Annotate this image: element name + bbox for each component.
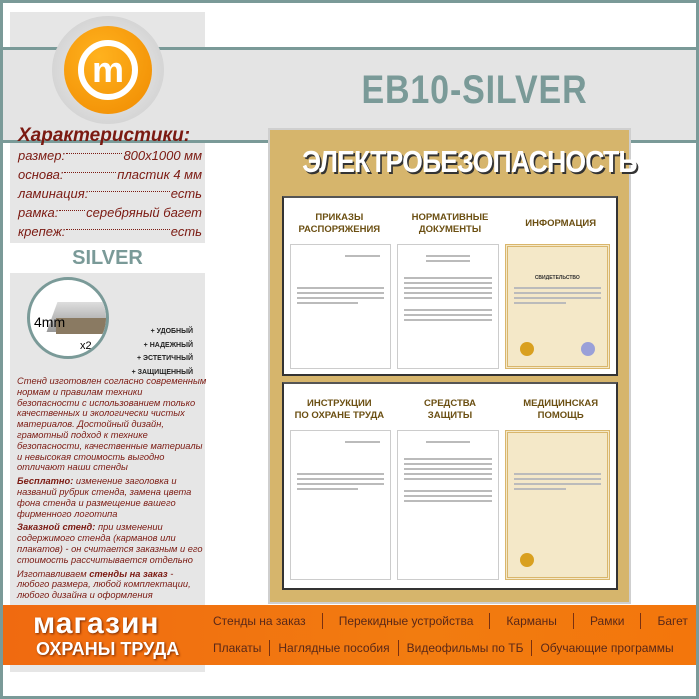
section-heading: МЕДИЦИНСКАЯ ПОМОЩЬ [523,398,599,421]
feature: + НАДЕЖНЫЙ [143,341,193,349]
nav-link-pockets[interactable]: Карманы [506,614,557,628]
section-heading: ПРИКАЗЫ РАСПОРЯЖЕНИЯ [298,212,381,235]
stand-panel-bottom [282,382,618,590]
nav-link-frames[interactable]: Рамки [589,614,625,628]
nav-link-training-programs[interactable]: Обучающие программы [540,641,674,655]
spec-value: есть [170,224,202,239]
features-list [115,325,193,379]
document-pocket [290,244,391,369]
nav-link-baguette[interactable]: Багет [657,614,688,628]
section-heading: НОРМАТИВНЫЕ ДОКУМЕНТЫ [411,212,489,235]
bold-label: стенды на заказ [89,568,168,579]
nav-link-custom-stands[interactable]: Стенды на заказ [213,614,306,628]
description [17,376,207,604]
nav-row-1 [213,613,688,629]
text: изменение заголовка и названий рубрик стенда, замена цвета фона стенда и размещение вашего фирменного логотипа [17,476,192,519]
spec-row [18,184,202,203]
thickness-label: 4mm [34,314,66,330]
brand-logo[interactable] [33,609,179,659]
nav-link-videos[interactable]: Видеофильмы по ТБ [406,641,524,655]
description-custom [17,522,207,565]
footer-banner [3,605,696,665]
bold-label: Бесплатно: [17,476,74,487]
document-pocket [397,244,498,369]
characteristics-title: Характеристики: [18,125,191,146]
document-pocket [290,430,391,580]
spec-row [18,146,202,165]
text: при изменении содержимого стенда (карманов или плакатов) - он считается заказным и его стоимость рассчитывается отдельно [17,522,203,565]
spec-row [18,222,202,241]
nav-link-flip-devices[interactable]: Перекидные устройства [338,614,474,628]
spec-value: 800x1000 мм [123,148,202,163]
spec-label: крепеж: [18,224,66,239]
section-heading: ИНСТРУКЦИИ ПО ОХРАНЕ ТРУДА [294,398,385,421]
feature: + ЗАЩИЩЕННЫЙ [131,368,193,376]
count-label: x2 [80,340,92,352]
spec-label: рамка: [18,205,59,220]
description-free [17,476,207,519]
spec-value: серебряный багет [86,205,202,220]
description-text: Стенд изготовлен согласно современным нормам и правилам техники безопасности с использованием только качественных и экологически чистых материалов. Достойный дизайн, грамотный подход к технике безопасности, качественные материалы и невысокая стоимость выгодно отличают наши стенды [17,376,207,473]
certificate-document [505,244,610,369]
nav-link-posters[interactable]: Плакаты [213,641,262,655]
description-order [17,569,207,601]
frame-profile-illustration [27,277,109,359]
spec-value: пластик 4 мм [117,167,202,182]
spec-row [18,165,202,184]
brand-line2: ОХРАНЫ ТРУДА [36,639,180,659]
nav-row-2 [213,640,688,656]
spec-label: основа: [18,167,64,182]
stand-panel-top [282,196,618,376]
bold-label: Заказной стенд: [17,522,96,533]
frame-type-label: SILVER [10,243,205,273]
spec-value: есть [170,186,202,201]
nav-link-visual-aids[interactable]: Наглядные пособия [278,641,390,655]
characteristics [18,125,202,241]
brand-line1: магазин [33,607,160,640]
section-heading: СРЕДСТВА ЗАЩИТЫ [424,398,476,421]
spec-label: размер: [18,148,66,163]
model-title: EB10-SILVER [361,68,588,112]
spec-label: ламинация: [18,186,89,201]
text: - любого размера, любой комплектации, любого дизайна и оформления [17,568,191,601]
text: Изготавливаем [17,568,90,579]
document-pocket [397,430,498,580]
spec-row [18,203,202,222]
feature: + УДОБНЫЙ [150,328,193,335]
store-logo[interactable] [52,16,164,124]
stand-title: ЭЛЕКТРОБЕЗОПАСНОСТЬ [302,144,637,179]
stand-image [268,128,637,604]
certificate-heading: СВИДЕТЕЛЬСТВО [534,275,580,281]
section-heading: ИНФОРМАЦИЯ [525,218,597,229]
feature: + ЭСТЕТИЧНЫЙ [136,355,193,362]
certificate-document [505,430,610,580]
logo-m-icon: m [78,40,138,100]
